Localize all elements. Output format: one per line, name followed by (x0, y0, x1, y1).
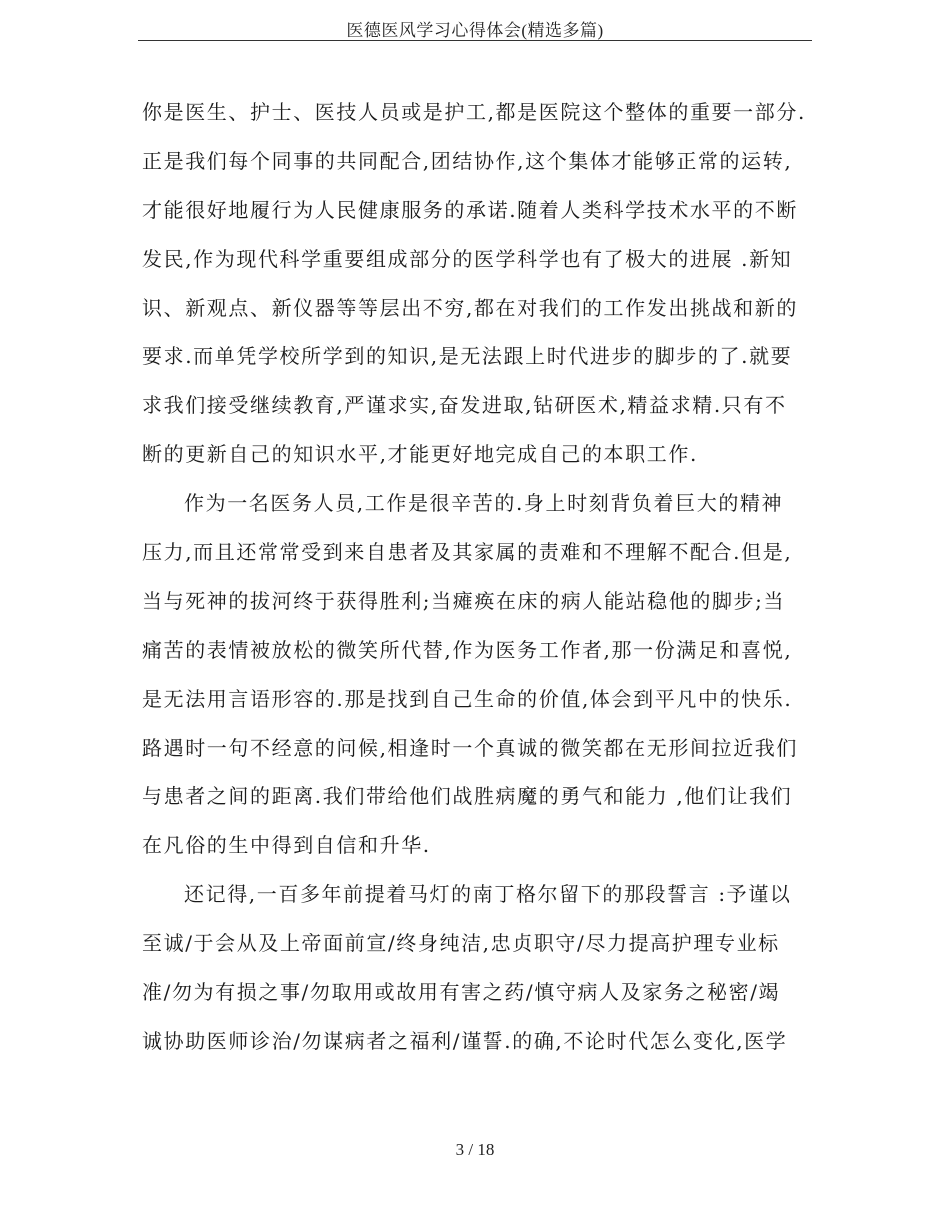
text-line: 正是我们每个同事的共同配合,团结协作,这个集体才能够正常的运转, (142, 148, 793, 173)
header-divider (138, 40, 812, 41)
text-line: 诚协助医师诊治/勿谋病者之福利/谨誓.的确,不论时代怎么变化,医学 (142, 1028, 788, 1053)
text-line: 路遇时一句不经意的问候,相逢时一个真诚的微笑都在无形间拉近我们 (142, 735, 798, 760)
body-text (142, 94, 814, 1072)
paragraph-first-line: 作为一名医务人员,工作是很辛苦的.身上时刻背负着巨大的精神 (184, 491, 784, 516)
text-line: 准/勿为有损之事/勿取用或故用有害之药/慎守病人及家务之秘密/竭 (142, 980, 781, 1005)
text-line: 与患者之间的距离.我们带给他们战胜病魔的勇气和能力 ,他们让我们 (142, 784, 793, 809)
text-line: 当与死神的拔河终于获得胜利;当瘫痪在床的病人能站稳他的脚步;当 (142, 588, 786, 613)
text-line: 你是医生、护士、医技人员或是护工,都是医院这个整体的重要一部分. (142, 100, 806, 124)
text-line: 是无法用言语形容的.那是找到自己生命的价值,体会到平凡中的快乐. (142, 686, 793, 711)
text-line: 发民,作为现代科学重要组成部分的医学科学也有了极大的进展 .新知 (142, 246, 793, 271)
paragraph-first-line: 还记得,一百多年前提着马灯的南丁格尔留下的那段誓言 :予谨以 (184, 882, 792, 907)
text-line: 才能很好地履行为人民健康服务的承诺.随着人类科学技术水平的不断 (142, 197, 798, 222)
page-header-title: 医德医风学习心得体会(精选多篇) (346, 21, 604, 40)
page-number: 3 / 18 (455, 1140, 495, 1159)
text-line: 在凡俗的生中得到自信和升华. (142, 833, 431, 858)
text-line: 要求.而单凭学校所学到的知识,是无法跟上时代进步的脚步的了.就要 (142, 344, 793, 369)
text-line: 求我们接受继续教育,严谨求实,奋发进取,钻研医术,精益求精.只有不 (142, 393, 787, 418)
text-line: 断的更新自己的知识水平,才能更好地完成自己的本职工作. (142, 442, 698, 467)
text-line: 识、新观点、新仪器等等层出不穷,都在对我们的工作发出挑战和新的 (142, 295, 798, 320)
text-line: 压力,而且还常常受到来自患者及其家属的责难和不理解不配合.但是, (142, 540, 793, 565)
text-line: 至诚/于会从及上帝面前宣/终身纯洁,忠贞职守/尽力提高护理专业标 (142, 931, 780, 956)
text-line: 痛苦的表情被放松的微笑所代替,作为医务工作者,那一份满足和喜悦, (142, 637, 793, 662)
